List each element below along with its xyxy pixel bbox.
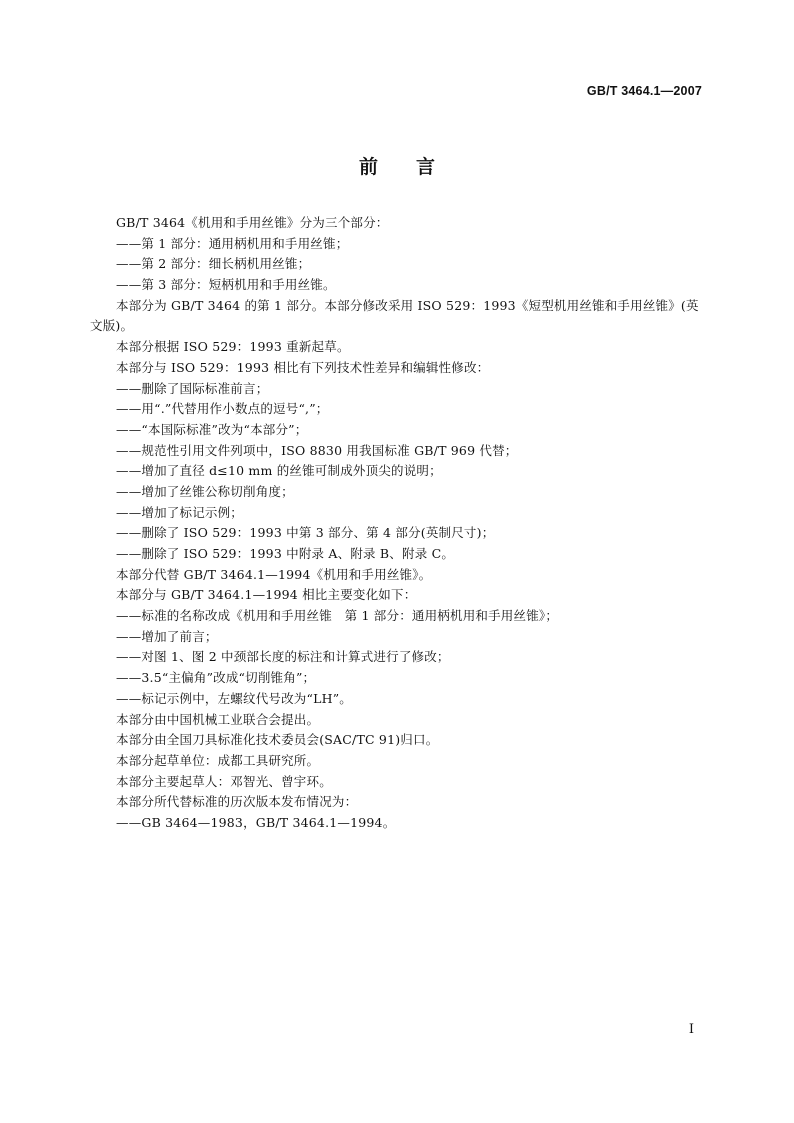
text-line: ——增加了标记示例；: [116, 504, 244, 520]
text-line: 本部分起草单位：成都工具研究所。: [116, 752, 320, 768]
text-line: 本部分主要起草人：邓智光、曾宇环。: [116, 773, 332, 789]
text-line: 本部分由全国刀具标准化技术委员会(SAC/TC 91)归口。: [116, 732, 439, 748]
text-line: ——增加了丝锥公称切削角度；: [116, 483, 294, 499]
text-line: ——删除了 ISO 529：1993 中附录 A、附录 B、附录 C。: [116, 546, 455, 561]
text-line: 本部分与 GB/T 3464.1—1994 相比主要变化如下：: [116, 587, 417, 603]
text-line: ——3.5“主偏角”改成“切削锥角”；: [116, 670, 316, 686]
text-line: ——对图 1、图 2 中颈部长度的标注和计算式进行了修改；: [116, 649, 450, 665]
text-line: 本部分由中国机械工业联合会提出。: [116, 711, 320, 727]
text-line: ——增加了前言；: [116, 628, 218, 644]
text-line: 本部分所代替标准的历次版本发布情况为：: [116, 794, 358, 810]
page-title: 前言: [358, 156, 473, 178]
text-line: ——标记示例中，左螺纹代号改为“LH”。: [116, 690, 352, 706]
text-line: ——标准的名称改成《机用和手用丝锥 第 1 部分：通用柄机用和手用丝锥》；: [116, 608, 559, 624]
text-line: ——第 2 部分：细长柄机用丝锥；: [116, 256, 311, 272]
text-line-continuation: 文版)。: [90, 318, 134, 334]
text-line: ——第 1 部分：通用柄机用和手用丝锥；: [116, 235, 349, 251]
text-line: ——规范性引用文件列项中，ISO 8830 用我国标准 GB/T 969 代替；: [116, 442, 518, 458]
text-line: 本部分与 ISO 529：1993 相比有下列技术性差异和编辑性修改：: [116, 359, 490, 375]
text-line: ——GB 3464—1983，GB/T 3464.1—1994。: [116, 814, 396, 830]
text-line: 本部分根据 ISO 529：1993 重新起草。: [116, 339, 350, 355]
text-line: 本部分为 GB/T 3464 的第 1 部分。本部分修改采用 ISO 529：1993《短型机用丝锥和手用丝锥》(英: [116, 297, 699, 313]
standard-number: GB/T 3464.1—2007: [586, 84, 702, 98]
text-line: ——用“.”代替用作小数点的逗号“,”；: [116, 401, 329, 417]
text-line: ——增加了直径 d≤10 mm 的丝锥可制成外顶尖的说明；: [116, 463, 442, 479]
text-line: ——删除了 ISO 529：1993 中第 3 部分、第 4 部分(英制尺寸)；: [116, 525, 495, 541]
text-line: ——第 3 部分：短柄机用和手用丝锥。: [116, 277, 336, 293]
text-line: GB/T 3464《机用和手用丝锥》分为三个部分：: [116, 215, 389, 230]
text-line: ——“本国际标准”改为“本部分”；: [116, 421, 308, 437]
page-number: I: [688, 1022, 694, 1037]
text-line: 本部分代替 GB/T 3464.1—1994《机用和手用丝锥》。: [116, 566, 432, 582]
foreword-body: [90, 213, 710, 834]
text-line: ——删除了国际标准前言；: [116, 380, 269, 396]
